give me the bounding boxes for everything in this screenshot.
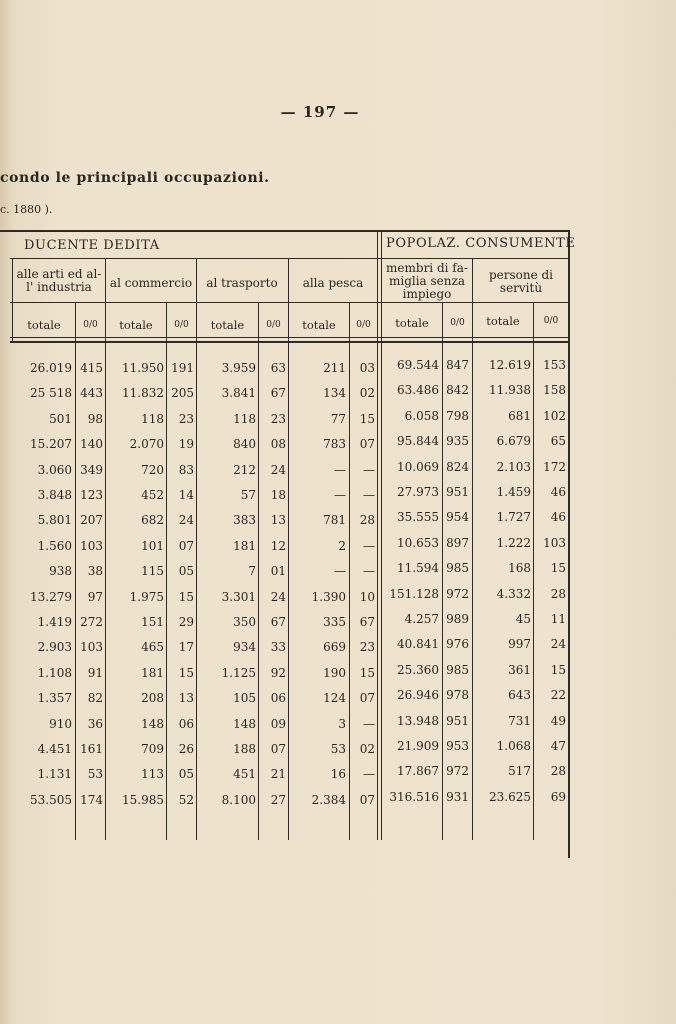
cell-percent: 951 <box>446 713 469 728</box>
cell-totale: 105 <box>233 691 256 706</box>
cell-totale: 3.060 <box>37 462 72 477</box>
cell-percent: 08 <box>270 437 286 452</box>
table-subtitle: c. 1880 ). <box>0 203 53 216</box>
subheader-percent: 0/0 <box>450 318 465 328</box>
cell-totale: 335 <box>323 615 346 629</box>
cell-percent: 415 <box>80 361 103 375</box>
cell-percent: 954 <box>446 510 469 525</box>
cell-totale: 669 <box>323 640 346 655</box>
cell-percent: 15 <box>178 665 194 680</box>
cell-totale: 681 <box>508 408 531 423</box>
cell-percent: 847 <box>446 358 469 372</box>
cell-percent: 09 <box>270 716 286 731</box>
cell-totale: 57 <box>240 488 256 502</box>
cell-percent: 349 <box>80 462 103 477</box>
cell-totale: 25 518 <box>30 386 72 401</box>
cell-totale: 1.459 <box>496 485 531 499</box>
cell-percent: 798 <box>446 408 469 423</box>
cell-percent: 951 <box>446 485 469 499</box>
cell-totale: 1.975 <box>129 589 164 604</box>
col-divider <box>75 302 76 840</box>
cell-totale: 682 <box>141 513 164 528</box>
cell-totale: 45 <box>515 612 531 626</box>
cell-percent: 953 <box>446 739 469 753</box>
cell-totale: 1.131 <box>37 767 72 782</box>
cell-percent: 103 <box>80 538 103 553</box>
group-header-dedita: DUCENTE DEDITA <box>24 238 160 253</box>
cell-percent: 03 <box>359 361 375 375</box>
cell-totale: 2.070 <box>129 437 164 452</box>
cell-percent: 28 <box>550 586 566 601</box>
cell-totale: 11.950 <box>122 361 164 375</box>
col-divider <box>349 302 350 840</box>
cell-totale: 168 <box>508 561 531 576</box>
table-title: condo le principali occupazioni. <box>0 170 270 186</box>
cell-totale: 124 <box>323 691 346 706</box>
cell-percent: 38 <box>87 564 103 579</box>
subheader-totale: totale <box>395 316 429 330</box>
cell-totale: 1.390 <box>311 589 346 604</box>
cell-totale: 11.938 <box>489 383 531 398</box>
cell-percent: 19 <box>178 437 194 452</box>
cell-percent: 52 <box>178 792 194 807</box>
subheader-totale: totale <box>119 318 153 332</box>
cell-totale: 15.207 <box>30 437 72 452</box>
cell-percent: 985 <box>446 561 469 576</box>
cell-totale: 118 <box>233 411 256 426</box>
cell-percent: 172 <box>543 459 566 474</box>
cell-totale: 11.832 <box>122 386 164 401</box>
cell-totale: 101 <box>141 538 164 553</box>
col-divider <box>105 258 106 840</box>
col-divider <box>533 302 534 840</box>
cell-totale: 151 <box>141 615 164 629</box>
cell-percent: 46 <box>550 485 566 499</box>
cell-totale: 63.486 <box>397 383 439 398</box>
cell-percent: 842 <box>446 383 469 398</box>
cell-totale: 781 <box>323 513 346 528</box>
cell-totale: 40.841 <box>397 637 439 652</box>
cell-percent: 205 <box>171 386 194 401</box>
cell-percent: 15 <box>178 589 194 604</box>
cell-percent: 985 <box>446 662 469 677</box>
cell-percent: 07 <box>359 792 375 807</box>
cell-totale: 3.841 <box>221 386 256 401</box>
cell-totale: 4.451 <box>37 742 72 756</box>
cell-percent: 153 <box>543 358 566 372</box>
cell-totale: 134 <box>323 386 346 401</box>
cell-percent: 13 <box>270 513 286 528</box>
cell-totale: 21.909 <box>397 739 439 753</box>
cell-totale: 783 <box>323 437 346 452</box>
cell-totale: 501 <box>49 411 72 426</box>
column-header-servitu: persone di servitù <box>488 268 554 295</box>
cell-totale: 1.357 <box>37 691 72 706</box>
cell-percent: 65 <box>550 434 566 449</box>
cell-percent: — <box>363 767 375 782</box>
cell-percent: 67 <box>359 615 375 629</box>
cell-totale: 190 <box>323 665 346 680</box>
cell-percent: 33 <box>270 640 286 655</box>
cell-percent: 23 <box>270 411 286 426</box>
cell-percent: 14 <box>178 488 194 502</box>
cell-percent: 140 <box>80 437 103 452</box>
cell-percent: 10 <box>359 589 375 604</box>
cell-percent: 23 <box>178 411 194 426</box>
group-header-rule <box>10 258 570 259</box>
cell-percent: 191 <box>171 361 194 375</box>
cell-totale: 148 <box>233 716 256 731</box>
cell-percent: 53 <box>87 767 103 782</box>
cell-totale: 77 <box>330 411 346 426</box>
cell-percent: 123 <box>80 488 103 502</box>
cell-totale: 53.505 <box>30 792 72 807</box>
cell-percent: 98 <box>87 411 103 426</box>
cell-percent: 272 <box>80 615 103 629</box>
cell-totale: 26.946 <box>397 688 439 703</box>
cell-totale: 181 <box>141 665 164 680</box>
cell-percent: 931 <box>446 789 469 804</box>
cell-percent: 972 <box>446 586 469 601</box>
cell-totale: 6.679 <box>496 434 531 449</box>
cell-percent: 69 <box>550 789 566 804</box>
cell-totale: 465 <box>141 640 164 655</box>
cell-totale: 731 <box>508 713 531 728</box>
cell-percent: 47 <box>550 739 566 753</box>
subheader-percent: 0/0 <box>174 320 189 330</box>
cell-totale: 16 <box>330 767 346 782</box>
cell-percent: 07 <box>270 742 286 756</box>
subheader-totale: totale <box>27 318 61 332</box>
cell-totale: 1.108 <box>37 665 72 680</box>
cell-percent: — <box>363 538 375 553</box>
cell-totale: 452 <box>141 488 164 502</box>
cell-totale: 1.727 <box>496 510 531 525</box>
cell-percent: 82 <box>87 691 103 706</box>
cell-totale: 1.419 <box>37 615 72 629</box>
cell-totale: — <box>334 462 346 477</box>
cell-percent: 24 <box>270 589 286 604</box>
cell-percent: 24 <box>178 513 194 528</box>
group-header-consumente: POPOLAZ. CONSUMENTE <box>386 236 576 251</box>
cell-totale: 13.948 <box>397 713 439 728</box>
cell-percent: 158 <box>543 383 566 398</box>
cell-totale: — <box>334 488 346 502</box>
cell-totale: 2.103 <box>496 459 531 474</box>
cell-percent: 83 <box>178 462 194 477</box>
cell-totale: 212 <box>233 462 256 477</box>
cell-totale: 1.125 <box>221 665 256 680</box>
cell-percent: 07 <box>359 437 375 452</box>
cell-totale: 720 <box>141 462 164 477</box>
cell-totale: 148 <box>141 716 164 731</box>
cell-percent: 22 <box>550 688 566 703</box>
table-right-rule <box>568 230 570 858</box>
cell-percent: 443 <box>80 386 103 401</box>
cell-totale: 934 <box>233 640 256 655</box>
cell-totale: 13.279 <box>30 589 72 604</box>
subheader-totale: totale <box>210 318 245 332</box>
cell-percent: 67 <box>270 615 286 629</box>
cell-percent: 18 <box>270 488 286 502</box>
cell-totale: 840 <box>233 437 256 452</box>
cell-percent: 97 <box>87 589 103 604</box>
cell-percent: 897 <box>446 535 469 550</box>
cell-percent: 02 <box>359 742 375 756</box>
table-top-rule <box>0 230 570 232</box>
section-divider <box>377 230 378 840</box>
cell-totale: 23.625 <box>489 789 531 804</box>
cell-percent: 05 <box>178 767 194 782</box>
cell-totale: 95.844 <box>397 434 439 449</box>
cell-totale: 69.544 <box>397 358 439 372</box>
cell-percent: 49 <box>550 713 566 728</box>
cell-percent: 824 <box>446 459 469 474</box>
cell-totale: 451 <box>233 767 256 782</box>
subheader-percent: 0/0 <box>543 316 559 326</box>
cell-percent: 28 <box>550 764 566 779</box>
cell-percent: 06 <box>270 691 286 706</box>
cell-totale: 17.867 <box>397 764 439 779</box>
cell-totale: 3 <box>338 716 346 731</box>
cell-percent: 978 <box>446 688 469 703</box>
column-header-industria: alle arti ed al- l' industria <box>16 267 102 294</box>
col-divider <box>166 302 167 840</box>
cell-totale: 8.100 <box>221 792 256 807</box>
cell-totale: 27.973 <box>397 485 439 499</box>
cell-percent: 02 <box>359 386 375 401</box>
cell-totale: 26.019 <box>30 361 72 375</box>
subheader-totale: totale <box>302 318 336 332</box>
cell-totale: 151.128 <box>389 586 439 601</box>
cell-totale: 11.594 <box>397 561 439 576</box>
cell-percent: 102 <box>543 408 566 423</box>
subheader-percent: 0/0 <box>266 320 281 330</box>
col-divider <box>258 302 259 840</box>
cell-percent: 17 <box>178 640 194 655</box>
cell-totale: 938 <box>49 564 72 579</box>
cell-totale: 5.801 <box>37 513 72 528</box>
cell-totale: 3.959 <box>221 361 256 375</box>
column-header-commercio: al commercio <box>109 276 193 290</box>
cell-totale: 1.222 <box>496 535 531 550</box>
cell-percent: 26 <box>178 742 194 756</box>
cell-percent: 103 <box>543 535 566 550</box>
cell-percent: 27 <box>270 792 286 807</box>
cell-totale: 4.257 <box>404 612 439 626</box>
cell-percent: 207 <box>80 513 103 528</box>
cell-percent: 23 <box>359 640 375 655</box>
cell-percent: 67 <box>270 386 286 401</box>
cell-percent: 935 <box>446 434 469 449</box>
col-divider <box>288 258 289 840</box>
cell-percent: 972 <box>446 764 469 779</box>
cell-percent: 05 <box>178 564 194 579</box>
cell-totale: 709 <box>141 742 164 756</box>
cell-percent: 989 <box>446 612 469 626</box>
col-divider <box>442 302 443 840</box>
cell-totale: 6.058 <box>404 408 439 423</box>
subheader-percent: 0/0 <box>83 320 98 330</box>
cell-totale: 53 <box>330 742 346 756</box>
col-divider <box>196 258 197 840</box>
cell-percent: 976 <box>446 637 469 652</box>
cell-percent: 46 <box>550 510 566 525</box>
cell-percent: 13 <box>178 691 194 706</box>
cell-percent: — <box>363 564 375 579</box>
column-header-trasporto: al trasporto <box>206 276 278 290</box>
cell-totale: 3.848 <box>37 488 72 502</box>
page-number: — 197 — <box>280 103 360 121</box>
cell-percent: 07 <box>359 691 375 706</box>
cell-totale: 211 <box>323 361 346 375</box>
subheader-percent: 0/0 <box>356 320 371 330</box>
cell-percent: 01 <box>270 564 286 579</box>
cell-percent: 103 <box>80 640 103 655</box>
cell-totale: 316.516 <box>389 789 439 804</box>
cell-totale: 118 <box>141 411 164 426</box>
col-divider <box>472 258 473 840</box>
cell-totale: 10.653 <box>397 535 439 550</box>
cell-totale: 2.384 <box>311 792 346 807</box>
cell-percent: 24 <box>270 462 286 477</box>
header-bottom-rule <box>10 341 570 343</box>
cell-totale: 7 <box>248 564 256 579</box>
cell-totale: 3.301 <box>221 589 256 604</box>
cell-percent: 12 <box>270 538 286 553</box>
cell-totale: 350 <box>233 615 256 629</box>
subheader-totale: totale <box>486 314 520 328</box>
cell-totale: 1.560 <box>37 538 72 553</box>
cell-totale: 15.985 <box>122 792 164 807</box>
cell-totale: 643 <box>508 688 531 703</box>
cell-percent: 15 <box>550 561 566 576</box>
cell-percent: 11 <box>550 612 566 626</box>
cell-percent: — <box>363 488 375 502</box>
cell-percent: — <box>363 716 375 731</box>
cell-totale: 517 <box>508 764 531 779</box>
column-header-pesca: alla pesca <box>302 276 364 290</box>
cell-percent: 91 <box>87 665 103 680</box>
cell-percent: 15 <box>359 665 375 680</box>
cell-percent: 92 <box>270 665 286 680</box>
cell-percent: 15 <box>550 662 566 677</box>
cell-totale: 181 <box>233 538 256 553</box>
cell-totale: 361 <box>508 662 531 677</box>
cell-totale: 115 <box>141 564 164 579</box>
cell-percent: — <box>363 462 375 477</box>
cell-totale: 12.619 <box>489 358 531 372</box>
cell-totale: 997 <box>508 637 531 652</box>
cell-percent: 07 <box>178 538 194 553</box>
cell-totale: 208 <box>141 691 164 706</box>
cell-totale: 2 <box>338 538 346 553</box>
cell-totale: 25.360 <box>397 662 439 677</box>
subheader-rule <box>10 337 570 338</box>
cell-percent: 36 <box>87 716 103 731</box>
cell-totale: 188 <box>233 742 256 756</box>
cell-totale: 10.069 <box>397 459 439 474</box>
cell-totale: 4.332 <box>496 586 531 601</box>
column-header-rule <box>10 302 570 303</box>
column-header-famiglia: membri di fa- miglia senza impiego <box>386 261 468 301</box>
cell-percent: 21 <box>270 767 286 782</box>
cell-totale: — <box>334 564 346 579</box>
cell-totale: 35.555 <box>397 510 439 525</box>
cell-totale: 910 <box>49 716 72 731</box>
cell-totale: 383 <box>233 513 256 528</box>
cell-percent: 24 <box>550 637 566 652</box>
cell-totale: 2.903 <box>37 640 72 655</box>
cell-totale: 113 <box>141 767 164 782</box>
cell-percent: 06 <box>178 716 194 731</box>
cell-totale: 1.068 <box>496 739 531 753</box>
cell-percent: 28 <box>359 513 375 528</box>
cell-percent: 161 <box>80 742 103 756</box>
cell-percent: 174 <box>80 792 103 807</box>
cell-percent: 15 <box>359 411 375 426</box>
cell-percent: 29 <box>178 615 194 629</box>
cell-percent: 63 <box>270 361 286 375</box>
